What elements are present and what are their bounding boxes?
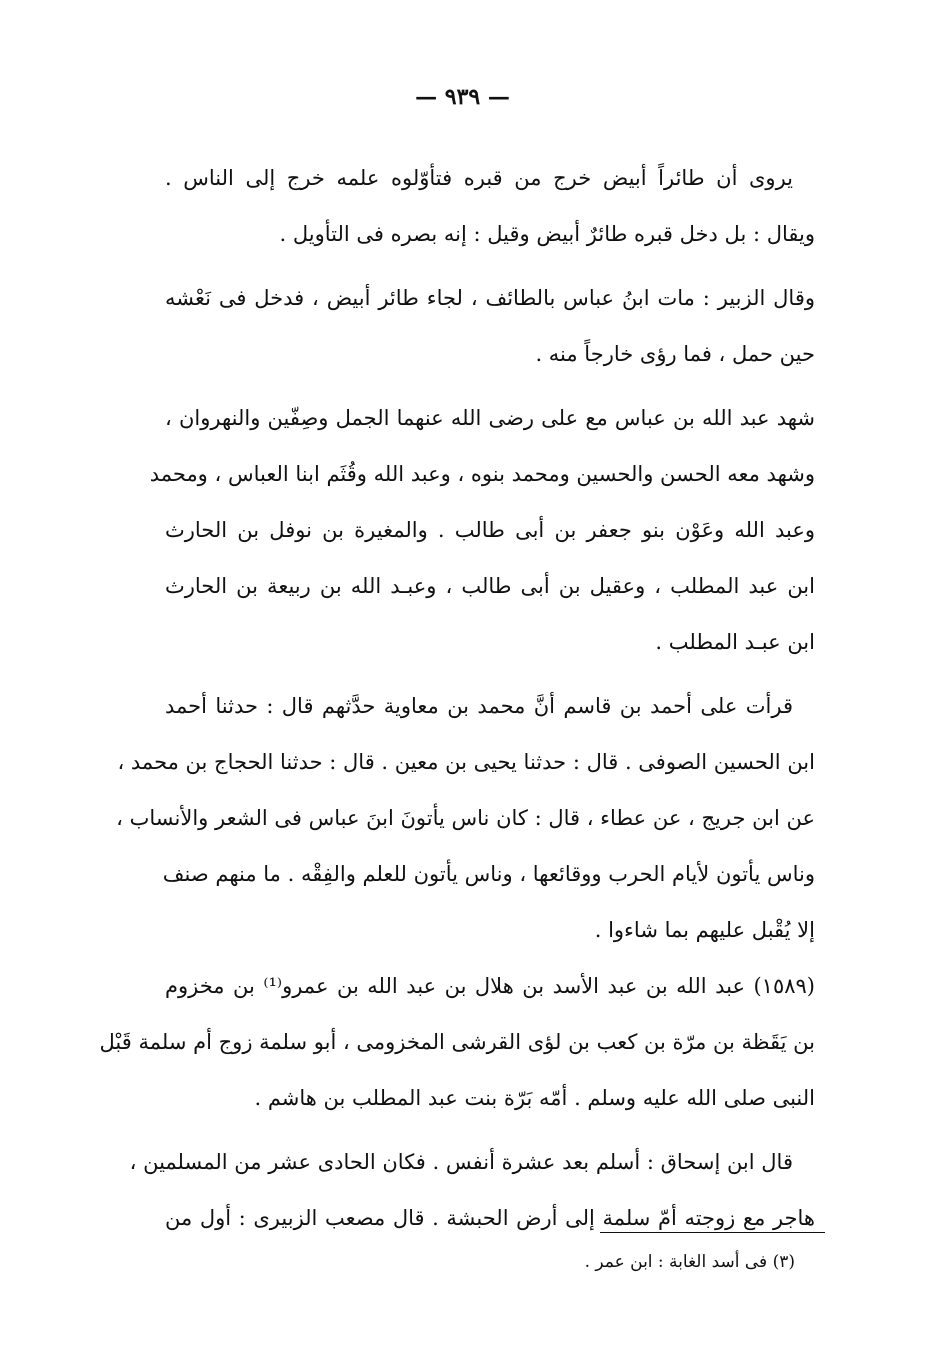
footnote-divider (600, 1232, 825, 1233)
text-line: قرأت على أحمد بن قاسم أنَّ محمد بن معاوية حدَّثهم قال : حدثنا أحمد (165, 694, 793, 718)
text-line: يروى أن طائراً أبيض خرج من قبره فتأوّلوه علمه خرج إلى الناس . (165, 166, 793, 190)
text-line: حين حمل ، فما رؤى خارجاً منه . (535, 342, 815, 366)
text-line: وقال الزبير : مات ابنُ عباس بالطائف ، لجاء طائر أبيض ، فدخل فى نَعْشه (165, 286, 815, 310)
body-text (99, 150, 815, 1246)
text-line: ابن الحسين الصوفى . قال : حدثنا يحيى بن معين . قال : حدثنا الحجاج بن محمد ، (117, 750, 815, 774)
text-line: وناس يأتون لأيام الحرب ووقائعها ، وناس يأتون للعلم والفِقْه . ما منهم صنف (162, 862, 815, 886)
text-line: عن ابن جريج ، عن عطاء ، قال : كان ناس يأتونَ ابنَ عباس فى الشعر والأنساب ، (116, 806, 815, 830)
entry-heading-line: (١٥٨٩) عبد الله بن عبد الأسد بن هلال بن عبد الله بن عمرو⁽¹⁾ بن مخزوم (165, 974, 815, 998)
text-line: شهد عبد الله بن عباس مع على رضى الله عنهما الجمل وصِفّين والنهروان ، (165, 406, 815, 430)
text-line: ابن عبد المطلب ، وعقيل بن أبى طالب ، وعبـد الله بن ربيعة بن الحارث (165, 574, 815, 598)
text-line: قال ابن إسحاق : أسلم بعد عشرة أنفس . فكان الحادى عشر من المسلمين ، (129, 1150, 793, 1174)
text-line: بن يَقَظة بن مرّة بن كعب بن لؤى القرشى المخزومى ، أبو سلمة زوج أم سلمة قَبْل (99, 1030, 815, 1054)
text-line: ويقال : بل دخل قبره طائرٌ أبيض وقيل : إنه بصره فى التأويل . (279, 222, 815, 246)
footnote: (٣) فى أسد الغابة : ابن عمر . (584, 1252, 795, 1272)
text-line: إلا يُقْبل عليهم بما شاءوا . (594, 918, 815, 942)
text-line: النبى صلى الله عليه وسلم . أمّه بَرّة بنت عبد المطلب بن هاشم . (254, 1086, 815, 1110)
page-number: — ٩٣٩ — (415, 84, 510, 110)
text-line: وشهد معه الحسن والحسين ومحمد بنوه ، وعبد الله وقُثَم ابنا العباس ، ومحمد (149, 462, 815, 486)
text-line: هاجر مع زوجته أمّ سلمة إلى أرض الحبشة . قال مصعب الزبيرى : أول من (165, 1206, 815, 1230)
text-line: وعبد الله وعَوْن بنو جعفر بن أبى طالب . والمغيرة بن نوفل بن الحارث (165, 518, 815, 542)
text-line: ابن عبـد المطلب . (655, 630, 815, 654)
